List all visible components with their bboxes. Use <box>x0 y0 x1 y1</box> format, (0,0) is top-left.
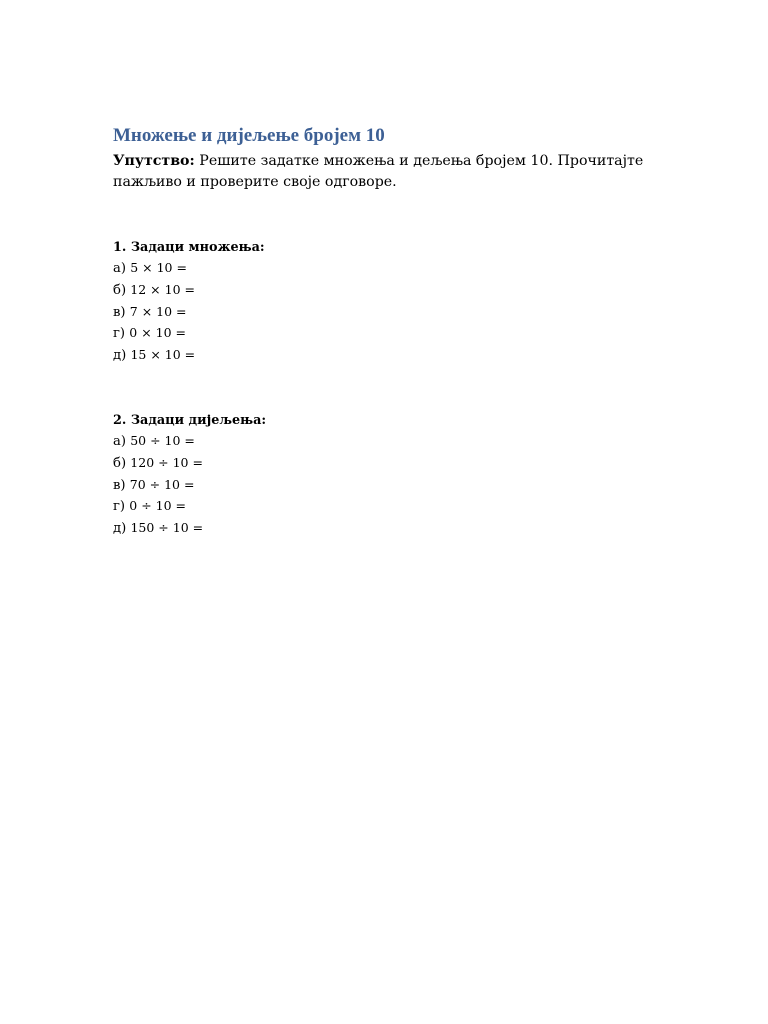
task-expression: 0 × 10 = <box>129 325 186 341</box>
task-letter: г) <box>113 326 126 342</box>
multiplication-section <box>113 237 673 367</box>
task-expression: 0 ÷ 10 = <box>129 498 186 514</box>
task-expression: 12 × 10 = <box>130 281 195 297</box>
list-item <box>113 475 673 497</box>
task-expression: 15 × 10 = <box>130 347 196 363</box>
task-expression: 7 × 10 = <box>129 303 187 319</box>
task-expression: 50 ÷ 10 = <box>130 432 195 448</box>
task-letter: д) <box>113 521 127 537</box>
task-letter: а) <box>113 261 127 276</box>
document-page <box>113 124 673 540</box>
division-task-list <box>113 431 673 540</box>
page-title: Множење и дијељење бројем 10 <box>113 125 385 146</box>
list-item <box>113 258 673 280</box>
section-heading-multiplication: 1. Задаци множења: <box>113 240 265 255</box>
list-item <box>113 323 673 345</box>
instructions-paragraph <box>113 151 673 193</box>
section-heading-division: 2. Задаци дијељења: <box>113 412 267 428</box>
list-item <box>113 280 673 302</box>
task-expression: 120 ÷ 10 = <box>130 454 203 470</box>
list-item <box>113 345 673 367</box>
list-item <box>113 431 673 453</box>
division-section <box>113 410 673 540</box>
task-letter: б) <box>113 282 127 298</box>
task-expression: 150 ÷ 10 = <box>130 520 204 536</box>
task-letter: г) <box>113 499 126 515</box>
task-expression: 70 ÷ 10 = <box>129 476 195 492</box>
list-item <box>113 496 673 518</box>
task-letter: а) <box>113 433 127 449</box>
list-item <box>113 518 673 540</box>
list-item <box>113 302 673 324</box>
task-letter: в) <box>113 304 126 320</box>
multiplication-task-list <box>113 258 673 367</box>
instructions-label: Упутство: <box>113 153 195 169</box>
task-expression: 5 × 10 = <box>130 260 187 275</box>
list-item <box>113 453 673 475</box>
task-letter: в) <box>113 477 126 493</box>
instructions-text: Решите задатке множења и дељења бројем 10. Прочитајте пажљиво и проверите своје одговоре. <box>113 153 644 190</box>
task-letter: д) <box>113 348 127 364</box>
task-letter: б) <box>113 455 127 471</box>
